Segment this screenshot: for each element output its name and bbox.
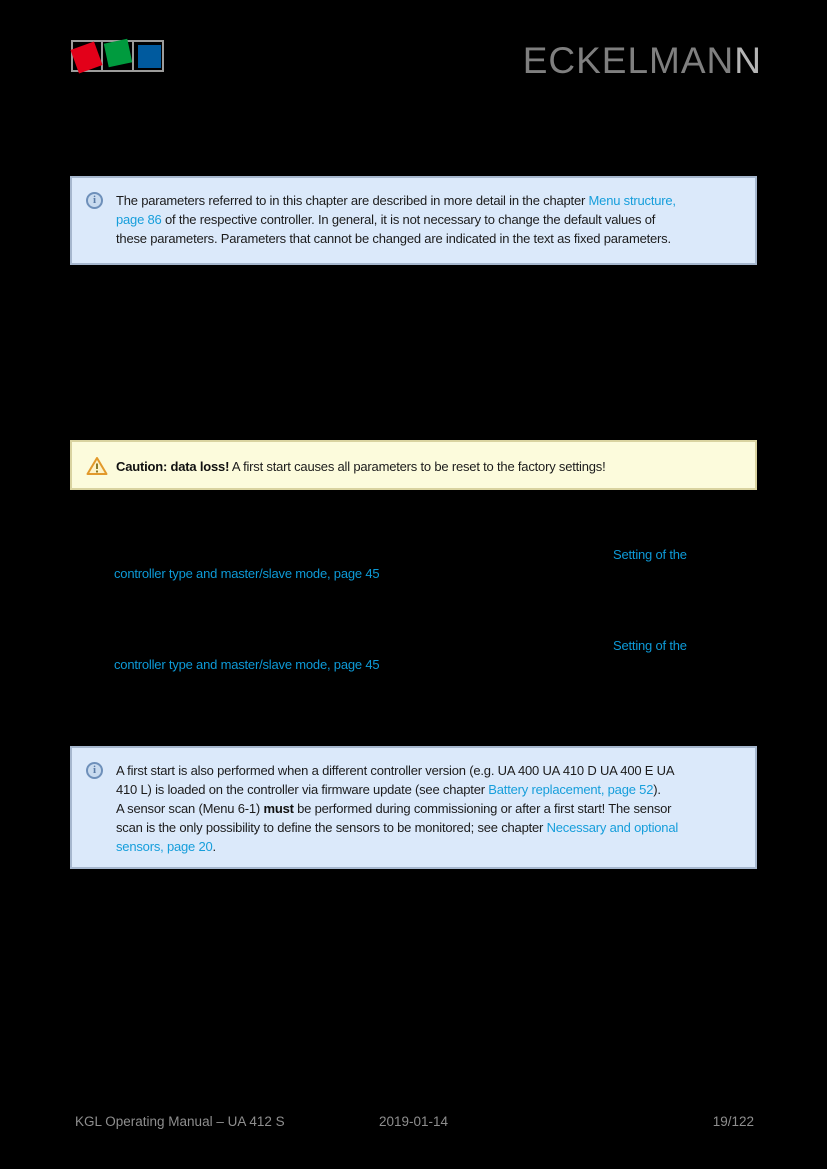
text-segment: 410 L) is loaded on the controller via firmware update (see chapter xyxy=(116,782,489,797)
text-line xyxy=(116,780,735,799)
chapter-link-controller-type-1[interactable]: controller type and master/slave mode, page 45 xyxy=(114,566,380,581)
text-segment: of the respective controller. In general, it is not necessary to change the default values of xyxy=(161,212,656,227)
text-segment: The parameters referred to in this chapter are described in more detail in the chapter xyxy=(116,193,589,208)
text-line xyxy=(116,818,735,837)
logo-cell-blue xyxy=(134,42,162,70)
inline-link[interactable]: sensors, page 20 xyxy=(116,839,213,854)
info-icon: i xyxy=(86,192,103,209)
info-note-text xyxy=(116,761,735,856)
chapter-link-setting-of-the-2[interactable]: Setting of the xyxy=(613,638,687,653)
footer-date: 2019-01-14 xyxy=(378,1114,449,1129)
text-line xyxy=(116,191,735,210)
info-icon: i xyxy=(86,762,103,779)
bold-text: must xyxy=(263,801,294,816)
text-segment: A sensor scan (Menu 6-1) xyxy=(116,801,264,816)
caution-note-text xyxy=(116,457,735,476)
text-segment: ). xyxy=(653,782,661,797)
text-line xyxy=(116,229,735,248)
text-line xyxy=(116,837,735,856)
text-segment: A first start is also performed when a different controller version (e.g. UA 400 UA 410 D UA 400 E UA xyxy=(116,763,675,778)
inline-link[interactable]: Menu structure, xyxy=(588,193,676,208)
text-line xyxy=(116,457,735,476)
text-segment: scan is the only possibility to define the sensors to be monitored; see chapter xyxy=(116,820,547,835)
warning-icon xyxy=(86,456,108,481)
inline-link[interactable]: Battery replacement, page 52 xyxy=(488,782,654,797)
inline-link[interactable]: page 86 xyxy=(116,212,162,227)
chapter-link-controller-type-2[interactable]: controller type and master/slave mode, page 45 xyxy=(114,657,380,672)
logo-cell-green xyxy=(103,42,133,70)
eckelmann-logo xyxy=(71,40,164,72)
text-segment: be performed during commissioning or after a first start! The sensor xyxy=(293,801,672,816)
text-segment: . xyxy=(212,839,216,854)
chapter-link-setting-of-the-1[interactable]: Setting of the xyxy=(613,547,687,562)
text-segment: these parameters. Parameters that cannot be changed are indicated in the text as fixed parameters. xyxy=(116,231,671,246)
brand-wordmark xyxy=(523,42,762,80)
brand-wordmark-last-n: N xyxy=(734,40,762,81)
text-segment: A first start causes all parameters to be reset to the factory settings! xyxy=(229,459,606,474)
red-square-icon xyxy=(70,41,102,73)
footer-document-title: KGL Operating Manual – UA 412 S xyxy=(75,1114,285,1129)
logo-cell-red xyxy=(73,42,103,70)
blue-square-icon xyxy=(138,45,161,68)
text-line xyxy=(116,799,735,818)
info-note-first-start xyxy=(70,746,757,869)
footer-page-number: 19/122 xyxy=(712,1114,754,1129)
page-footer xyxy=(70,1114,757,1134)
bold-text: Caution: data loss! xyxy=(116,459,230,474)
info-note-parameters xyxy=(70,176,757,265)
brand-wordmark-main: ECKELMAN xyxy=(522,40,735,81)
inline-link[interactable]: Necessary and optional xyxy=(546,820,679,835)
text-line xyxy=(116,761,735,780)
green-square-icon xyxy=(104,39,132,67)
info-note-text xyxy=(116,191,735,248)
text-line xyxy=(116,210,735,229)
caution-note-data-loss xyxy=(70,440,757,490)
